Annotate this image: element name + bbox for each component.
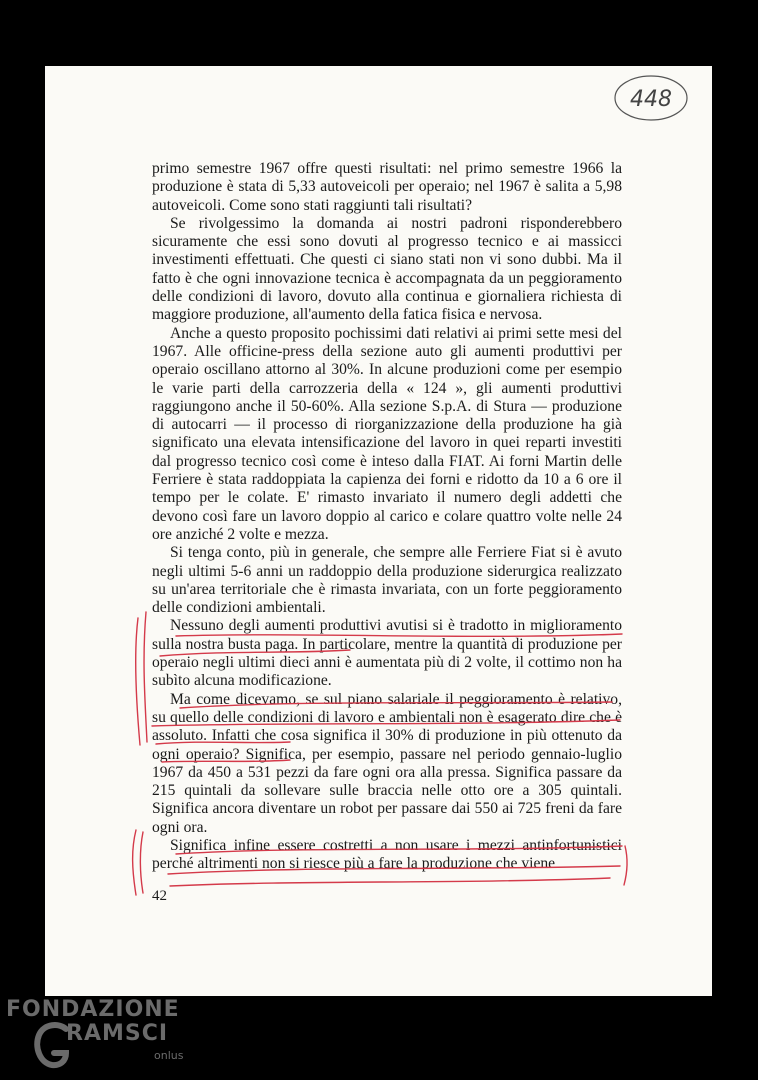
fondazione-gramsci-logo <box>6 997 246 1077</box>
page-number: 42 <box>152 888 167 904</box>
logo-line-1: FONDAZIONE <box>6 997 180 1022</box>
archive-number-text: 448 <box>630 87 672 112</box>
paragraph-2: Se rivolgessimo la domanda ai nostri padroni risponderebbero sicuramente che essi sono dovuti al progresso tecnico e ai massicci investimenti effettuati. Che questi ci siano stati non vi sono dubbi. Ma il fatto è che ogni innovazione tecnica è accompagnata da un peggioramento delle condizioni di lavoro, dovuto alla continua e giornaliera richiesta di maggiore produzione, all'aumento della fatica fisica e nervosa. <box>152 214 622 324</box>
logo-line-3: onlus <box>154 1049 184 1062</box>
body-text <box>152 160 622 874</box>
paragraph-5: Nessuno degli aumenti produttivi avutisi si è tradotto in miglioramento sulla nostra busta paga. In particolare, mentre la quantità di produzione per operaio negli ultimi dieci anni è aumentata più di 2 volte, il cottimo non ha subìto alcuna modificazione. <box>152 617 622 690</box>
paragraph-6: Ma come dicevamo, se sul piano salariale il peggioramento è relativo, su quello delle condizioni di lavoro e ambientali non è esagerato dire che è assoluto. Infatti che cosa significa il 30% di produzione in più ottenuto da ogni operaio? Significa, per esempio, passare nel periodo gennaio-luglio 1967 da 450 a 531 pezzi da fare ogni ora alla pressa. Significa passare da 215 quintali da sollevare sulle braccia nelle otto ore a 305 quintali. Significa ancora diventare un robot per passare dai 550 ai 725 freni da fare ogni ora. <box>152 690 622 836</box>
paragraph-3: Anche a questo proposito pochissimi dati relativi ai primi sette mesi del 1967. Alle officine-press della sezione auto gli aumenti produttivi per operaio oscillano attorno al 30%. In alcune produzioni come per esempio le varie parti della carrozzeria della « 124 », gli aumenti produttivi raggiungono anche il 50-60%. Alla sezione S.p.A. di Stura — produzione di autocarri — il processo di riorganizzazione della produzione ha già significato una elevata intensificazione del lavoro in quei reparti investiti dal progresso tecnico così come è inteso dalla FIAT. Ai forni Martin delle Ferriere è stata raddoppiata la capienza dei forni e ridotto da 10 a 6 ore il tempo per le colate. E' rimasto invariato il numero degli addetti che devono così fare un lavoro doppio al carico e colare quattro volte nelle 24 ore anziché 2 volte e mezza. <box>152 324 622 543</box>
archive-number-stamp <box>612 72 690 124</box>
paragraph-1: primo semestre 1967 offre questi risultati: nel primo semestre 1966 la produzione è stata di 5,33 autoveicoli per operaio; nel 1967 è salita a 5,98 autoveicoli. Come sono stati raggiunti tali risultati? <box>152 160 622 214</box>
logo-line-2: RAMSCI <box>66 1021 169 1046</box>
paragraph-4: Si tenga conto, più in generale, che sempre alle Ferriere Fiat si è avuto negli ultimi 5-6 anni un raddoppio della produzione siderurgica realizzato su un'area territoriale che è rimasta invariata, con un forte peggioramento delle condizioni ambientali. <box>152 544 622 617</box>
paragraph-7: Significa infine essere costretti a non usare i mezzi antinfortunistici perché altrimenti non si riesce più a fare la produzione che viene <box>152 836 622 873</box>
